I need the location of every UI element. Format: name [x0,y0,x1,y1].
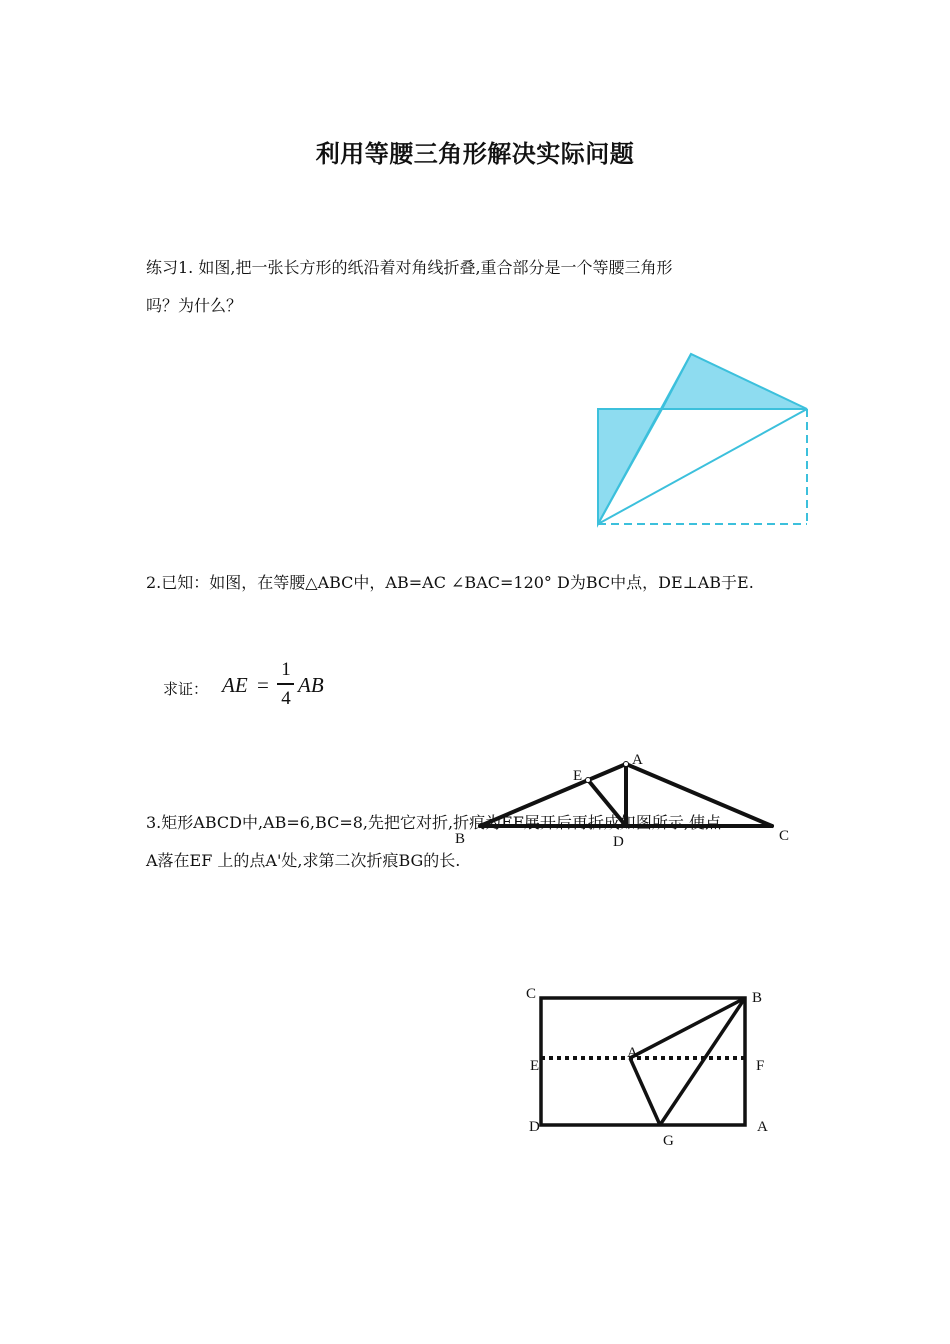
label-e: E [573,768,583,784]
label-c: C [526,986,537,1002]
formula-ae: AE [222,673,248,697]
q1-text-line1: 练习1. 如图,把一张长方形的纸沿着对角线折叠,重合部分是一个等腰三角形 [146,258,673,277]
formula-numerator: 1 [281,659,291,680]
crease-bg [660,998,745,1125]
q1-text-line2: 吗？为什么？ [146,296,243,315]
formula-ab: AB [298,673,324,697]
label-g: G [663,1133,674,1149]
formula-equals: = [257,673,269,697]
q2-text-line1: 2.已知：如图，在等腰△ABC中，AB=AC ∠BAC=120° D为BC中点，DE⊥AB于E. [146,573,754,592]
label-d: D [529,1119,540,1135]
label-e: E [530,1058,540,1074]
label-f: F [756,1058,765,1074]
label-a-prime: A [627,1045,638,1061]
label-b: B [455,831,466,847]
q3-text-line2: A落在EF 上的点A'处,求第二次折痕BG的长. [146,851,461,870]
fold-ba-prime [630,998,745,1058]
q3-text-line1: 3.矩形ABCD中,AB=6,BC=8,先把它对折,折痕为EF展开后再折成如图所示,使点 [146,813,721,832]
rectangle-abcd [541,998,745,1125]
q2-proof-label: 求证： [163,680,209,698]
formula-denominator: 4 [281,688,291,709]
label-a: A [757,1119,768,1135]
segment-a-prime-g [630,1058,660,1125]
label-b: B [752,990,763,1006]
label-a: A [632,752,643,768]
label-d: D [613,834,624,850]
page-title: 利用等腰三角形解决实际问题 [315,140,635,168]
label-c: C [779,828,790,844]
